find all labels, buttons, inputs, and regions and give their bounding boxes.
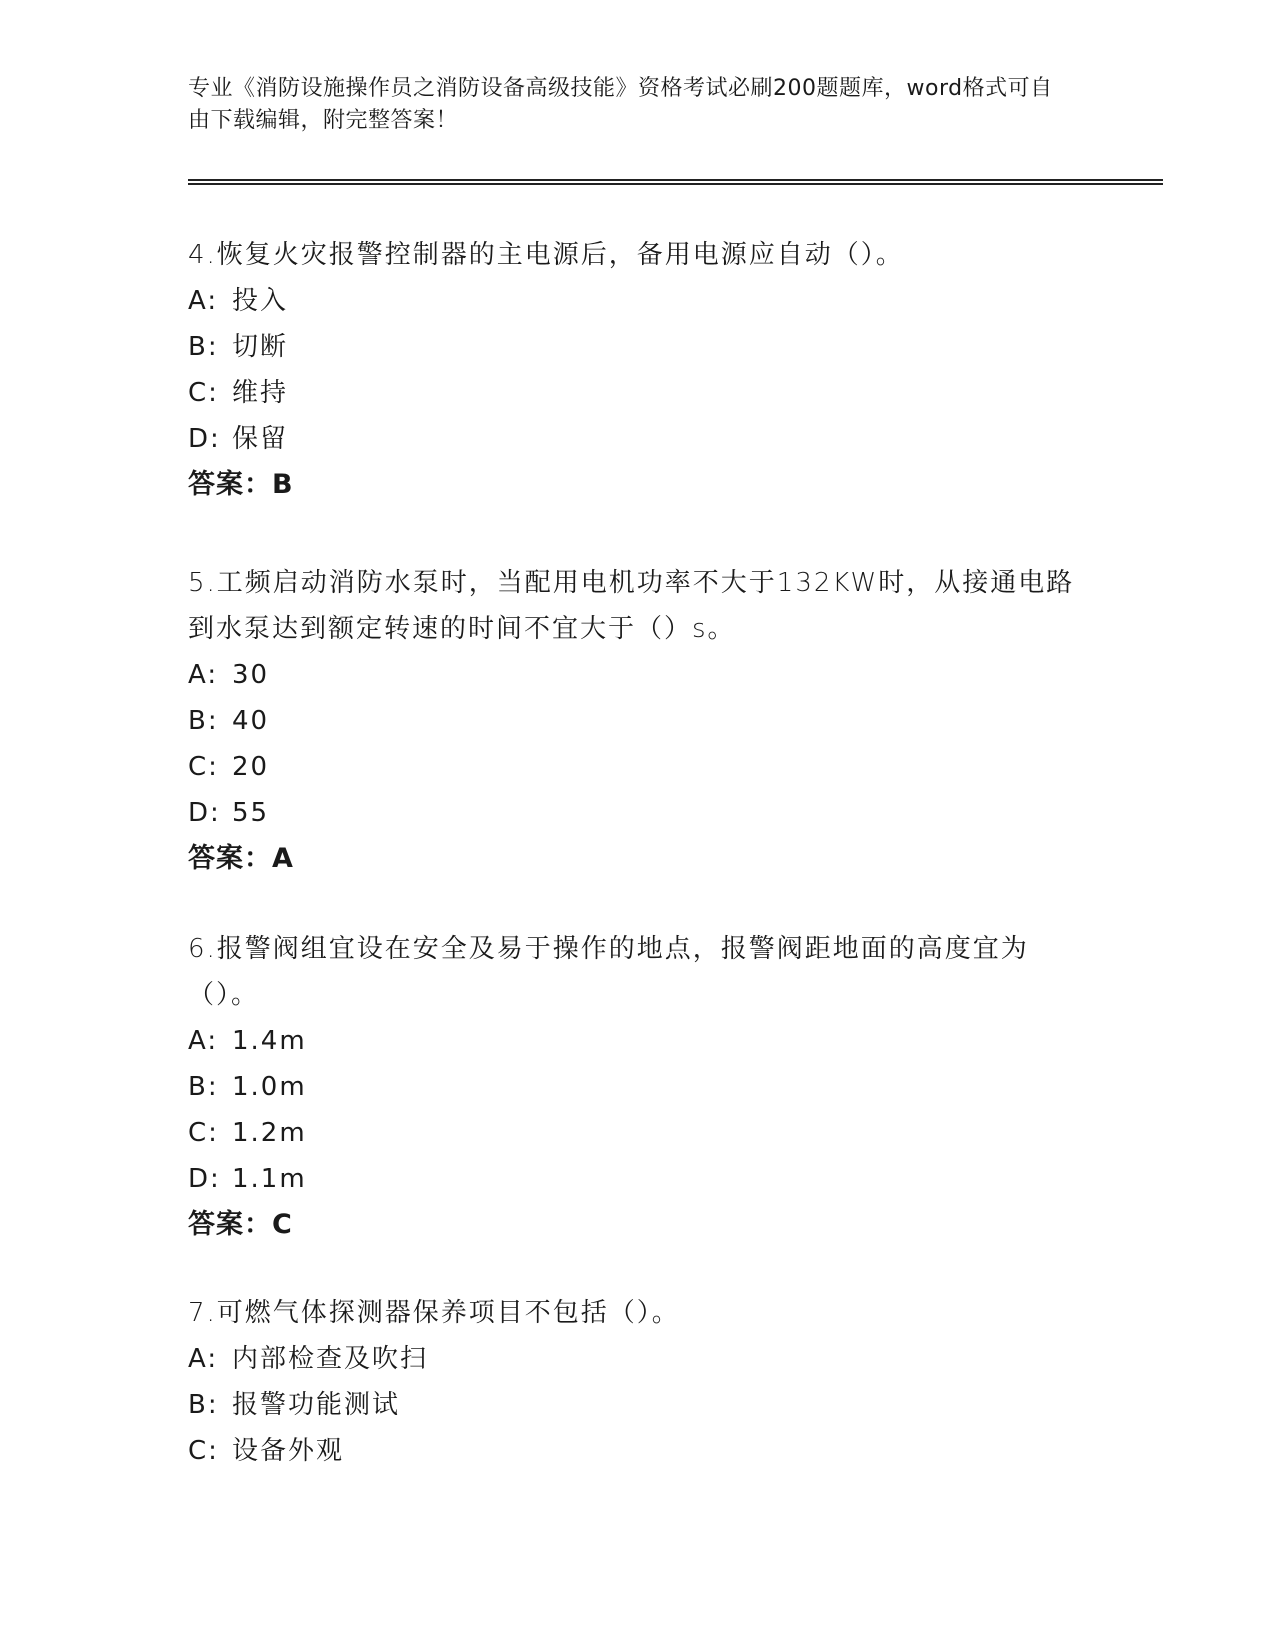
option-c: [188, 1428, 1088, 1474]
question-stem: 5.工频启动消防水泵时，当配用电机功率不大于132KW时，从接通电路到水泵达到额定转速的时间不宜大于（）s。: [188, 568, 1075, 644]
answer-line: 答案：A: [188, 843, 294, 874]
option-a: [188, 652, 1088, 698]
answer-line: 答案：B: [188, 469, 294, 500]
option-d: [188, 790, 1088, 836]
option-c: [188, 370, 1088, 416]
option-text: 30: [232, 660, 270, 690]
question-block: [188, 1290, 1088, 1474]
option-text: 1.1m: [232, 1164, 307, 1194]
option-a: [188, 1018, 1088, 1064]
question-stem: 4.恢复火灾报警控制器的主电源后，备用电源应自动（）。: [188, 240, 904, 270]
option-letter: D:: [188, 1164, 221, 1194]
question-block: [188, 232, 1088, 508]
option-a: [188, 278, 1088, 324]
option-b: [188, 1382, 1088, 1428]
option-letter: A:: [188, 286, 219, 316]
option-c: [188, 744, 1088, 790]
question-stem: 7.可燃气体探测器保养项目不包括（）。: [188, 1298, 680, 1328]
option-c: [188, 1110, 1088, 1156]
answer-line: 答案：C: [188, 1209, 293, 1240]
option-letter: C:: [188, 752, 219, 782]
option-a: [188, 1336, 1088, 1382]
option-letter: A:: [188, 660, 219, 690]
option-letter: D:: [188, 798, 221, 828]
option-text: 维持: [232, 378, 289, 408]
option-b: [188, 324, 1088, 370]
option-letter: C:: [188, 1118, 219, 1148]
option-text: 切断: [232, 332, 289, 362]
option-text: 1.4m: [232, 1026, 307, 1056]
option-letter: B:: [188, 332, 219, 362]
option-letter: B:: [188, 706, 219, 736]
option-text: 40: [232, 706, 270, 736]
option-text: 55: [232, 798, 270, 828]
option-text: 1.2m: [232, 1118, 307, 1148]
option-text: 设备外观: [232, 1436, 345, 1466]
question-block: [188, 926, 1088, 1248]
header-double-rule: [188, 179, 1163, 185]
option-d: [188, 416, 1088, 462]
option-letter: C:: [188, 378, 219, 408]
option-text: 内部检查及吹扫: [232, 1344, 429, 1374]
document-header-title: 专业《消防设施操作员之消防设备高级技能》资格考试必刷200题题库，word格式可自由下载编辑，附完整答案！: [188, 76, 1053, 133]
option-text: 20: [232, 752, 270, 782]
option-letter: D:: [188, 424, 221, 454]
option-text: 保留: [232, 424, 289, 454]
option-b: [188, 1064, 1088, 1110]
question-stem: 6.报警阀组宜设在安全及易于操作的地点，报警阀距地面的高度宜为（）。: [188, 934, 1029, 1010]
option-d: [188, 1156, 1088, 1202]
option-letter: B:: [188, 1390, 219, 1420]
option-letter: A:: [188, 1026, 219, 1056]
option-letter: C:: [188, 1436, 219, 1466]
question-block: [188, 560, 1088, 882]
option-b: [188, 698, 1088, 744]
option-text: 报警功能测试: [232, 1390, 401, 1420]
option-text: 1.0m: [232, 1072, 307, 1102]
option-letter: B:: [188, 1072, 219, 1102]
option-text: 投入: [232, 286, 289, 316]
option-letter: A:: [188, 1344, 219, 1374]
